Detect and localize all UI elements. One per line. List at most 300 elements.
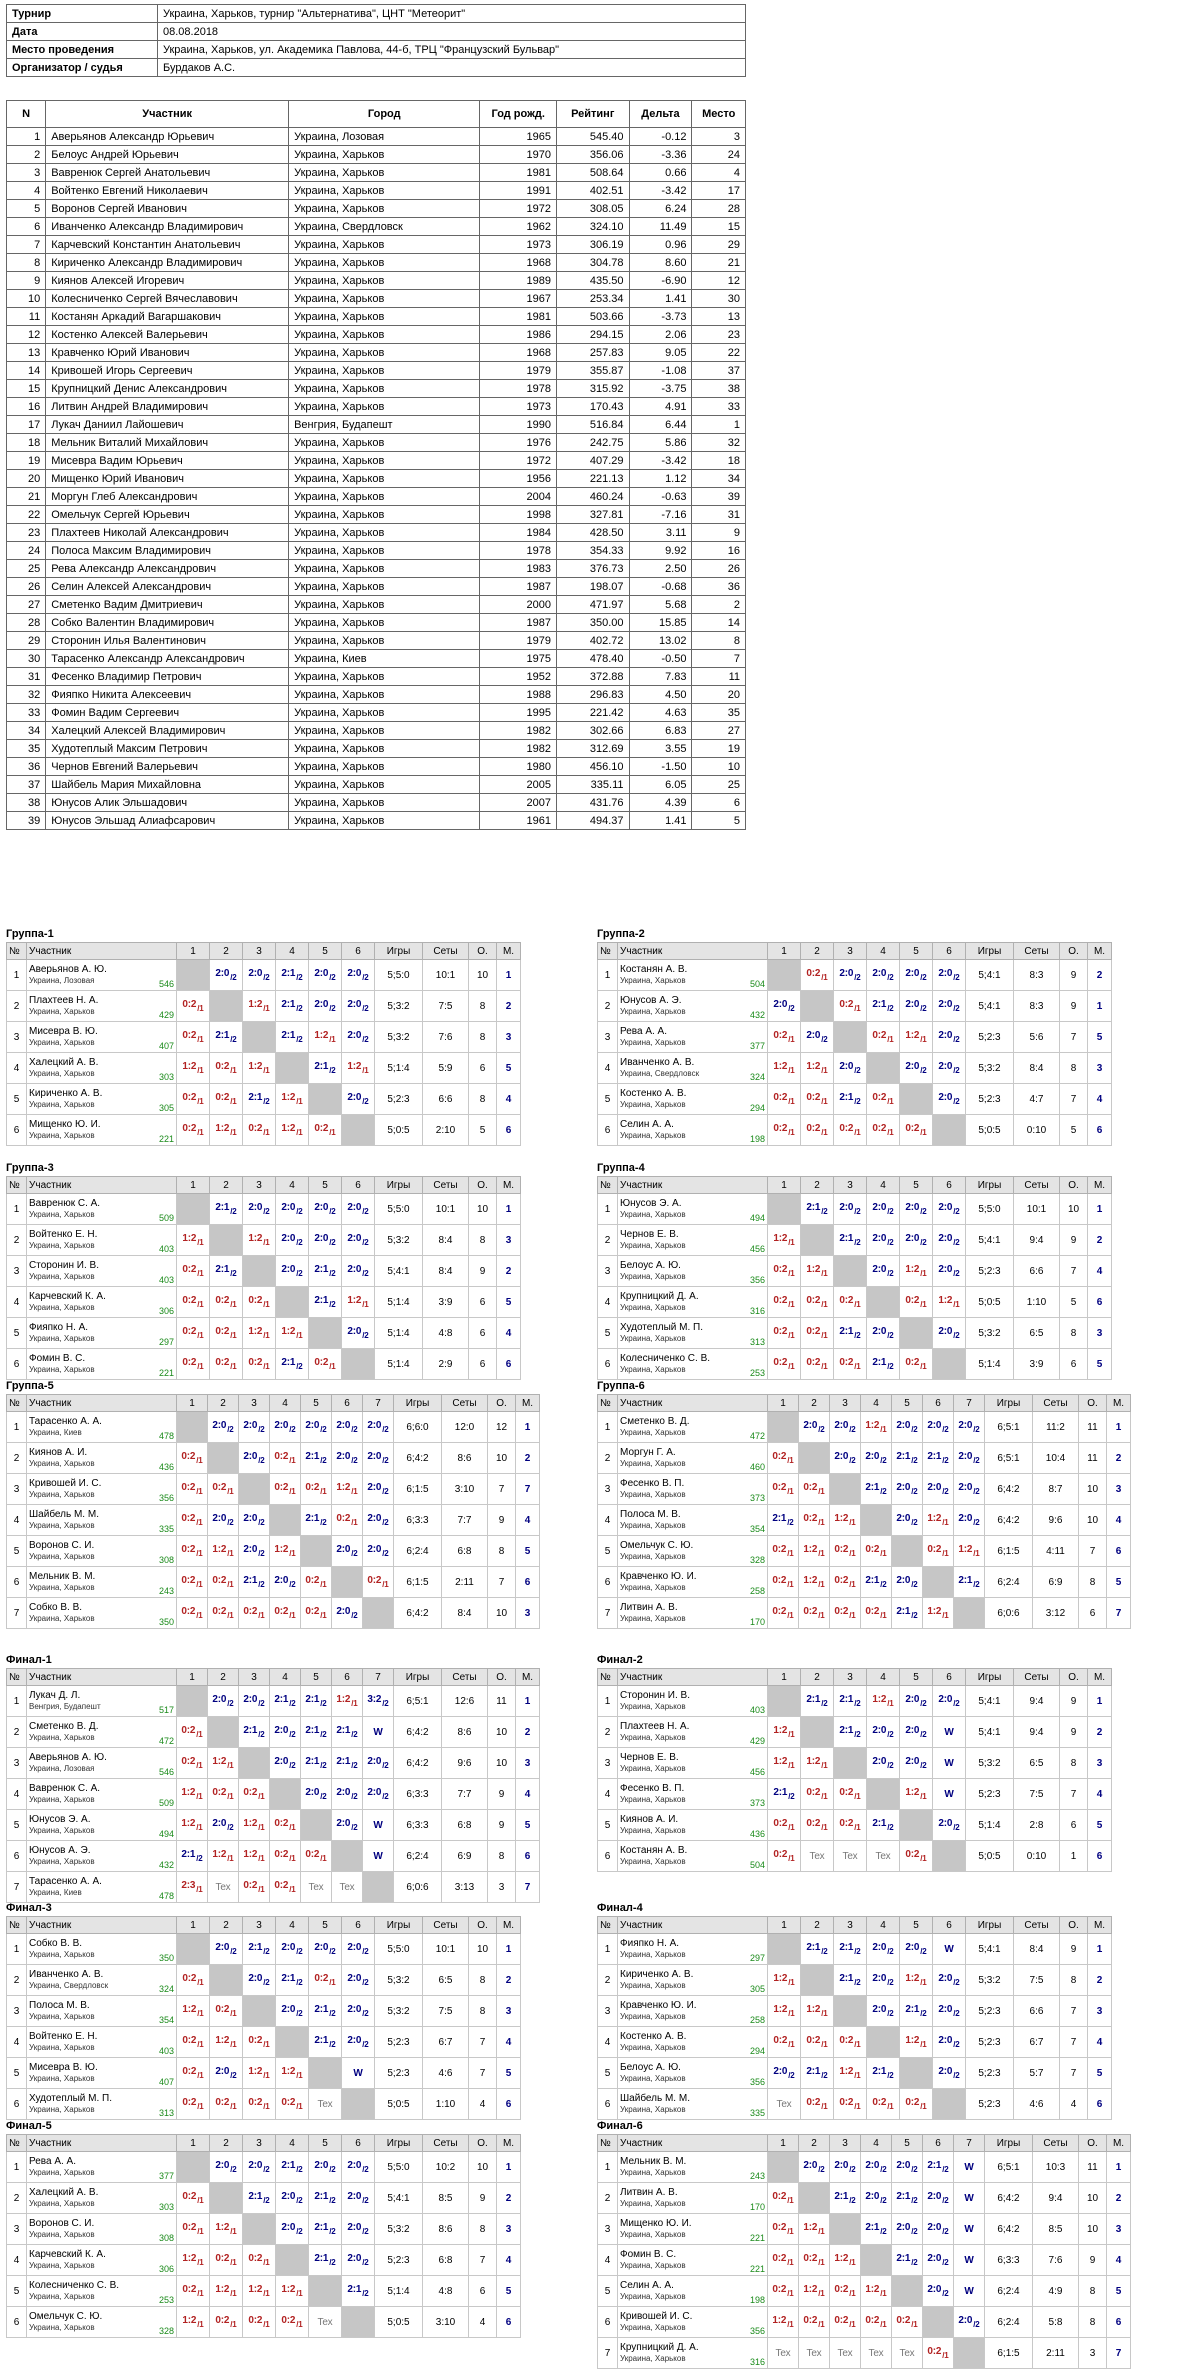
loss-score: $1:2_{/1}$	[938, 1295, 960, 1309]
loss-score: $0:2_{/1}$	[215, 1092, 237, 1106]
participant-cell: 26	[7, 578, 46, 596]
result-cell	[933, 2089, 966, 2120]
loss-score: $1:2_{/1}$	[182, 1233, 204, 1247]
match-points: /2	[854, 1947, 861, 1956]
player-row	[7, 1536, 540, 1567]
match-points: /1	[258, 1823, 265, 1832]
match-points: /2	[296, 2196, 303, 2205]
games-cell: 5;1:4	[966, 1349, 1014, 1380]
header-opponent-num: 1	[177, 1395, 208, 1412]
player-row	[7, 1841, 540, 1872]
win-score: $2:1_{/2}$	[243, 1725, 265, 1739]
match-points: /2	[887, 1004, 894, 1013]
sets-cell: 2:10	[423, 1115, 469, 1146]
match-points: /1	[942, 2351, 949, 2360]
player-num: 2	[598, 2183, 618, 2214]
match-points: /2	[329, 1947, 336, 1956]
crosstable-header-row	[598, 943, 1112, 960]
loss-score: $0:2_{/1}$	[215, 2004, 237, 2018]
match-points: /1	[227, 1854, 234, 1863]
participant-cell: 11	[692, 668, 746, 686]
player-cell	[618, 1598, 768, 1629]
player-num: 3	[7, 1996, 27, 2027]
player-rating: 478	[158, 1891, 174, 1901]
player-rating: 297	[158, 1337, 174, 1347]
player-rating: 243	[158, 1586, 174, 1596]
player-rating: 429	[158, 1010, 174, 1020]
sets-cell: 8:3	[1014, 991, 1060, 1022]
participant-row	[7, 794, 746, 812]
sets-cell: 3:10	[442, 1474, 488, 1505]
player-city: Украина, Харьков	[29, 1490, 95, 1499]
player-city: Украина, Харьков	[29, 1241, 95, 1250]
loss-score: $0:2_{/1}$	[248, 1357, 270, 1371]
match-points: /2	[227, 1425, 234, 1434]
result-cell	[900, 2089, 933, 2120]
player-num: 4	[598, 2245, 618, 2276]
header-sets: Сеты	[442, 1669, 488, 1686]
loss-score: $0:2_{/1}$	[212, 1787, 234, 1801]
result-cell	[208, 1598, 239, 1629]
loss-score: $0:2_{/1}$	[182, 2284, 204, 2298]
win-score: $2:0_{/2}$	[248, 1973, 270, 1987]
place-cell: 2	[1088, 1717, 1112, 1748]
place-cell: 4	[497, 2245, 521, 2276]
player-city: Украина, Харьков	[29, 1100, 95, 1109]
result-cell	[309, 2089, 342, 2120]
match-points: /2	[320, 1699, 327, 1708]
match-points: /2	[351, 1730, 358, 1739]
result-cell	[332, 1443, 363, 1474]
walkover-win-score: W	[944, 1757, 954, 1769]
info-key: Турнир	[7, 5, 158, 23]
loss-score: $0:2_{/1}$	[182, 1092, 204, 1106]
participant-cell: Украина, Харьков	[289, 326, 480, 344]
result-cell	[243, 1115, 276, 1146]
sets-cell: 8:4	[423, 1256, 469, 1287]
match-points: /2	[382, 1487, 389, 1496]
match-points: /1	[197, 1238, 204, 1247]
participant-cell: -1.50	[629, 758, 692, 776]
participant-cell: 4.91	[629, 398, 692, 416]
header-opponent-num: 5	[309, 943, 342, 960]
loss-score: $0:2_{/1}$	[314, 1123, 336, 1137]
participant-row	[7, 614, 746, 632]
player-row	[7, 1779, 540, 1810]
result-cell	[276, 1996, 309, 2027]
player-city: Украина, Харьков	[620, 2230, 686, 2239]
result-cell	[208, 1686, 239, 1717]
participant-cell: 26	[692, 560, 746, 578]
header-opponent-num: 5	[900, 943, 933, 960]
participant-row	[7, 398, 746, 416]
technical-loss-score: Tex	[875, 1850, 891, 1862]
sets-cell: 3:12	[1033, 1598, 1079, 1629]
match-points: /2	[942, 2289, 949, 2298]
result-cell	[177, 1194, 210, 1225]
group-title: Группа-4	[597, 1162, 645, 1174]
loss-score: $0:2_{/1}$	[248, 2097, 270, 2111]
games-cell: 6;1:5	[985, 2338, 1033, 2369]
header-opponent-num: 1	[768, 1669, 801, 1686]
result-cell	[867, 1717, 900, 1748]
result-cell	[239, 1443, 270, 1474]
loss-score: $1:2_{/1}$	[281, 1326, 303, 1340]
points-cell: 9	[488, 1505, 516, 1536]
player-city: Украина, Харьков	[29, 2230, 95, 2239]
participant-cell: 324.10	[557, 218, 629, 236]
win-score: $2:0_{/2}$	[872, 1942, 894, 1956]
match-points: /2	[296, 2227, 303, 2236]
participant-cell: Белоус Андрей Юрьевич	[46, 146, 289, 164]
loss-score: $0:2_{/1}$	[806, 1092, 828, 1106]
match-points: /1	[854, 1300, 861, 1309]
result-cell	[239, 1686, 270, 1717]
player-rating: 305	[749, 1984, 765, 1994]
player-rating: 354	[158, 2015, 174, 2025]
participant-cell: 12	[692, 272, 746, 290]
header-opponent-num: 6	[342, 2135, 375, 2152]
sets-cell: 6:7	[1014, 2027, 1060, 2058]
match-points: /2	[362, 1097, 369, 1106]
player-row	[7, 1567, 540, 1598]
result-cell	[239, 1536, 270, 1567]
place-cell: 3	[1107, 2214, 1131, 2245]
result-cell	[243, 1256, 276, 1287]
player-num: 1	[598, 1934, 618, 1965]
player-name: Кривошей И. С.	[620, 2311, 693, 2322]
match-points: /2	[230, 973, 237, 982]
match-points: /2	[196, 1854, 203, 1863]
player-name: Иванченко А. В.	[29, 1969, 104, 1980]
games-cell: 6;3:3	[394, 1779, 442, 1810]
header-num: №	[7, 1177, 27, 1194]
result-cell	[867, 1022, 900, 1053]
participant-cell: 9.92	[629, 542, 692, 560]
player-row	[598, 960, 1112, 991]
player-rating: 303	[158, 1072, 174, 1082]
participant-cell: 1989	[480, 272, 557, 290]
participant-row	[7, 182, 746, 200]
header-opponent-num: 2	[801, 943, 834, 960]
info-value: Бурдаков А.С.	[158, 59, 746, 77]
result-cell	[923, 1567, 954, 1598]
player-row	[7, 1810, 540, 1841]
loss-score: $1:2_{/1}$	[347, 1295, 369, 1309]
participant-cell: 312.69	[557, 740, 629, 758]
group-title: Финал-4	[597, 1902, 643, 1914]
win-score: $2:1_{/2}$	[314, 1061, 336, 1075]
player-name: Мельник В. М.	[620, 2156, 687, 2167]
loss-score: $0:2_{/1}$	[212, 1575, 234, 1589]
result-cell	[923, 2183, 954, 2214]
match-points: /2	[382, 1761, 389, 1770]
match-points: /1	[880, 2320, 887, 2329]
games-cell: 5;4:1	[966, 960, 1014, 991]
result-cell	[210, 1084, 243, 1115]
result-cell	[768, 1536, 799, 1567]
participant-cell: 428.50	[557, 524, 629, 542]
match-points: /2	[320, 1518, 327, 1527]
participant-cell: 5	[692, 812, 746, 830]
player-num: 5	[7, 1810, 27, 1841]
player-num: 2	[7, 1717, 27, 1748]
header-opponent-num: 5	[900, 1917, 933, 1934]
result-cell	[177, 1412, 208, 1443]
match-points: /1	[230, 1300, 237, 1309]
loss-score: $0:2_{/1}$	[182, 999, 204, 1013]
result-cell	[276, 1349, 309, 1380]
win-score: $2:0_{/2}$	[367, 1787, 389, 1801]
result-cell	[177, 2183, 210, 2214]
result-cell	[210, 2214, 243, 2245]
win-score: $2:0_{/2}$	[212, 1694, 234, 1708]
result-cell	[954, 2338, 985, 2369]
header-place: М.	[1088, 1177, 1112, 1194]
sets-cell: 4:8	[423, 1318, 469, 1349]
match-points: /2	[788, 2071, 795, 2080]
win-score: $2:0_{/2}$	[367, 1544, 389, 1558]
win-score: $2:1_{/2}$	[314, 2253, 336, 2267]
win-score: $2:0_{/2}$	[336, 1787, 358, 1801]
player-row	[7, 1287, 521, 1318]
player-city: Украина, Киев	[29, 1428, 82, 1437]
match-points: /2	[953, 1238, 960, 1247]
player-cell	[27, 991, 177, 1022]
info-row	[7, 59, 746, 77]
match-points: /1	[821, 2040, 828, 2049]
participant-cell: 1962	[480, 218, 557, 236]
player-name: Костенко А. В.	[620, 1088, 687, 1099]
player-row	[7, 1412, 540, 1443]
player-city: Украина, Харьков	[29, 2043, 95, 2052]
sets-cell: 2:11	[1033, 2338, 1079, 2369]
result-cell	[799, 2307, 830, 2338]
participant-cell: 19	[692, 740, 746, 758]
result-cell	[210, 1934, 243, 1965]
result-cell	[923, 1598, 954, 1629]
match-points: /1	[787, 2227, 794, 2236]
player-num: 6	[598, 1115, 618, 1146]
participant-row	[7, 146, 746, 164]
result-cell	[933, 1934, 966, 1965]
win-score: $2:0_{/2}$	[834, 1420, 856, 1434]
header-num: №	[598, 1669, 618, 1686]
match-points: /1	[289, 1549, 296, 1558]
points-cell: 9	[1060, 960, 1088, 991]
points-cell: 7	[1060, 1779, 1088, 1810]
player-city: Украина, Харьков	[620, 2168, 686, 2177]
player-num: 2	[7, 2183, 27, 2214]
player-name: Плахтеев Н. А.	[29, 995, 99, 1006]
participant-cell: Литвин Андрей Владимирович	[46, 398, 289, 416]
match-points: /1	[818, 2289, 825, 2298]
result-cell	[243, 1053, 276, 1084]
header-opponent-num: 2	[208, 1669, 239, 1686]
result-cell	[900, 2027, 933, 2058]
group-title: Финал-2	[597, 1654, 643, 1666]
match-points: /2	[362, 1947, 369, 1956]
win-score: $2:0_{/2}$	[336, 1420, 358, 1434]
win-score: $2:1_{/2}$	[314, 1295, 336, 1309]
crosstable	[6, 1668, 540, 1903]
points-cell: 9	[1079, 2245, 1107, 2276]
win-score: $2:0_{/2}$	[215, 2066, 237, 2080]
games-cell: 5;3:2	[375, 1022, 423, 1053]
sets-cell: 4:7	[1014, 1084, 1060, 1115]
player-city: Украина, Харьков	[29, 1795, 95, 1804]
match-points: /2	[320, 1792, 327, 1801]
participant-cell: Кривошей Игорь Сергеевич	[46, 362, 289, 380]
result-cell	[332, 1474, 363, 1505]
result-cell	[342, 2027, 375, 2058]
result-cell	[210, 1022, 243, 1053]
match-points: /1	[296, 2102, 303, 2111]
loss-score: $1:2_{/1}$	[215, 2284, 237, 2298]
result-cell	[768, 1567, 799, 1598]
place-cell: 6	[1107, 2307, 1131, 2338]
sets-cell: 6:7	[423, 2027, 469, 2058]
player-name: Фесенко В. П.	[620, 1478, 685, 1489]
loss-score: $0:2_{/1}$	[181, 1575, 203, 1589]
player-cell	[618, 991, 768, 1022]
player-row	[598, 1053, 1112, 1084]
result-cell	[867, 1225, 900, 1256]
win-score: $2:0_{/2}$	[865, 1451, 887, 1465]
result-cell	[923, 1443, 954, 1474]
header-opponent-num: 6	[933, 1917, 966, 1934]
result-cell	[177, 1841, 208, 1872]
participant-cell: Украина, Харьков	[289, 704, 480, 722]
match-points: /2	[351, 1456, 358, 1465]
player-rating: 517	[158, 1705, 174, 1715]
loss-score: 0:2/1	[803, 2315, 825, 2329]
participants-header-cell: N	[7, 101, 46, 128]
result-cell	[799, 1505, 830, 1536]
loss-score: 0:2/1	[772, 2284, 794, 2298]
place-cell: 6	[516, 1841, 540, 1872]
result-cell	[332, 1505, 363, 1536]
player-rating: 316	[749, 1306, 765, 1316]
win-score: $2:0_{/2}$	[314, 999, 336, 1013]
player-city: Украина, Харьков	[29, 2292, 95, 2301]
games-cell: 5;4:1	[375, 2183, 423, 2214]
participant-cell: Киянов Алексей Игоревич	[46, 272, 289, 290]
crosstable-header-row	[7, 943, 521, 960]
match-points: /2	[942, 2258, 949, 2267]
crosstable-group	[6, 1378, 540, 1629]
result-cell	[239, 1872, 270, 1903]
result-cell	[301, 1717, 332, 1748]
result-cell	[900, 1810, 933, 1841]
loss-score: $0:2_{/1}$	[274, 1451, 296, 1465]
result-cell	[867, 1686, 900, 1717]
player-city: Украина, Харьков	[620, 1303, 686, 1312]
loss-score: $0:2_{/1}$	[834, 1544, 856, 1558]
participant-cell: 4	[692, 164, 746, 182]
loss-score: $1:2_{/1}$	[215, 1123, 237, 1137]
result-cell	[342, 1115, 375, 1146]
result-cell	[276, 991, 309, 1022]
player-num: 5	[7, 2276, 27, 2307]
sets-cell: 1:10	[423, 2089, 469, 2120]
win-score: $2:1_{/2}$	[865, 1575, 887, 1589]
match-points: /1	[197, 1978, 204, 1987]
header-points: О.	[469, 2135, 497, 2152]
match-points: /1	[788, 1035, 795, 1044]
result-cell	[834, 1996, 867, 2027]
match-points: /2	[854, 1238, 861, 1247]
player-cell	[618, 1505, 768, 1536]
match-points: /1	[854, 1004, 861, 1013]
player-name: Рева А. А.	[620, 1026, 668, 1037]
sets-cell: 8:6	[442, 1443, 488, 1474]
match-points: /1	[196, 1487, 203, 1496]
participant-cell: 25	[7, 560, 46, 578]
player-rating: 407	[158, 1041, 174, 1051]
loss-score: $0:2_{/1}$	[905, 1295, 927, 1309]
result-cell	[933, 991, 966, 1022]
player-row	[7, 2027, 521, 2058]
player-rating: 308	[158, 2233, 174, 2243]
player-name: Моргун Г. А.	[620, 1447, 676, 1458]
crosstable-group	[597, 1160, 1112, 1380]
loss-score: $1:2_{/1}$	[212, 1544, 234, 1558]
player-cell	[618, 1965, 768, 1996]
player-num: 5	[7, 1536, 27, 1567]
participant-cell: Полоса Максим Владимирович	[46, 542, 289, 560]
sets-cell: 8:4	[1014, 1053, 1060, 1084]
match-points: /2	[920, 2009, 927, 2018]
result-cell	[830, 2307, 861, 2338]
match-points: /1	[787, 2320, 794, 2329]
match-points: /2	[382, 1425, 389, 1434]
win-score: 2:0/2	[896, 2222, 918, 2236]
header-opponent-num: 4	[276, 2135, 309, 2152]
loss-score: $0:2_{/1}$	[839, 1295, 861, 1309]
header-opponent-num: 2	[210, 1177, 243, 1194]
player-cell	[27, 1194, 177, 1225]
win-score: $2:0_{/2}$	[347, 1233, 369, 1247]
player-row	[598, 1256, 1112, 1287]
points-cell: 10	[488, 1598, 516, 1629]
loss-score: 0:2/1	[772, 2191, 794, 2205]
win-score: $2:0_{/2}$	[314, 1942, 336, 1956]
loss-score: $2:3_{/1}$	[181, 1880, 203, 1894]
player-name: Сметенко В. Д.	[620, 1416, 690, 1427]
result-cell	[177, 1567, 208, 1598]
sets-cell: 4:11	[1033, 1536, 1079, 1567]
match-points: /1	[197, 1300, 204, 1309]
player-rating: 356	[158, 1493, 174, 1503]
result-cell	[830, 1567, 861, 1598]
participant-cell: Украина, Харьков	[289, 686, 480, 704]
win-score: $2:0_{/2}$	[905, 1694, 927, 1708]
loss-score: $1:2_{/1}$	[927, 1606, 949, 1620]
player-cell	[618, 1996, 768, 2027]
loss-score: $1:2_{/1}$	[182, 2253, 204, 2267]
match-points: /2	[362, 2009, 369, 2018]
result-cell	[276, 2214, 309, 2245]
player-row	[598, 2214, 1131, 2245]
loss-score: $0:2_{/1}$	[839, 1357, 861, 1371]
sets-cell: 10:1	[423, 1934, 469, 1965]
games-cell: 5;2:3	[375, 1084, 423, 1115]
result-cell	[309, 1115, 342, 1146]
win-score: $2:0_{/2}$	[347, 999, 369, 1013]
player-num: 7	[598, 2338, 618, 2369]
player-num: 4	[7, 2027, 27, 2058]
